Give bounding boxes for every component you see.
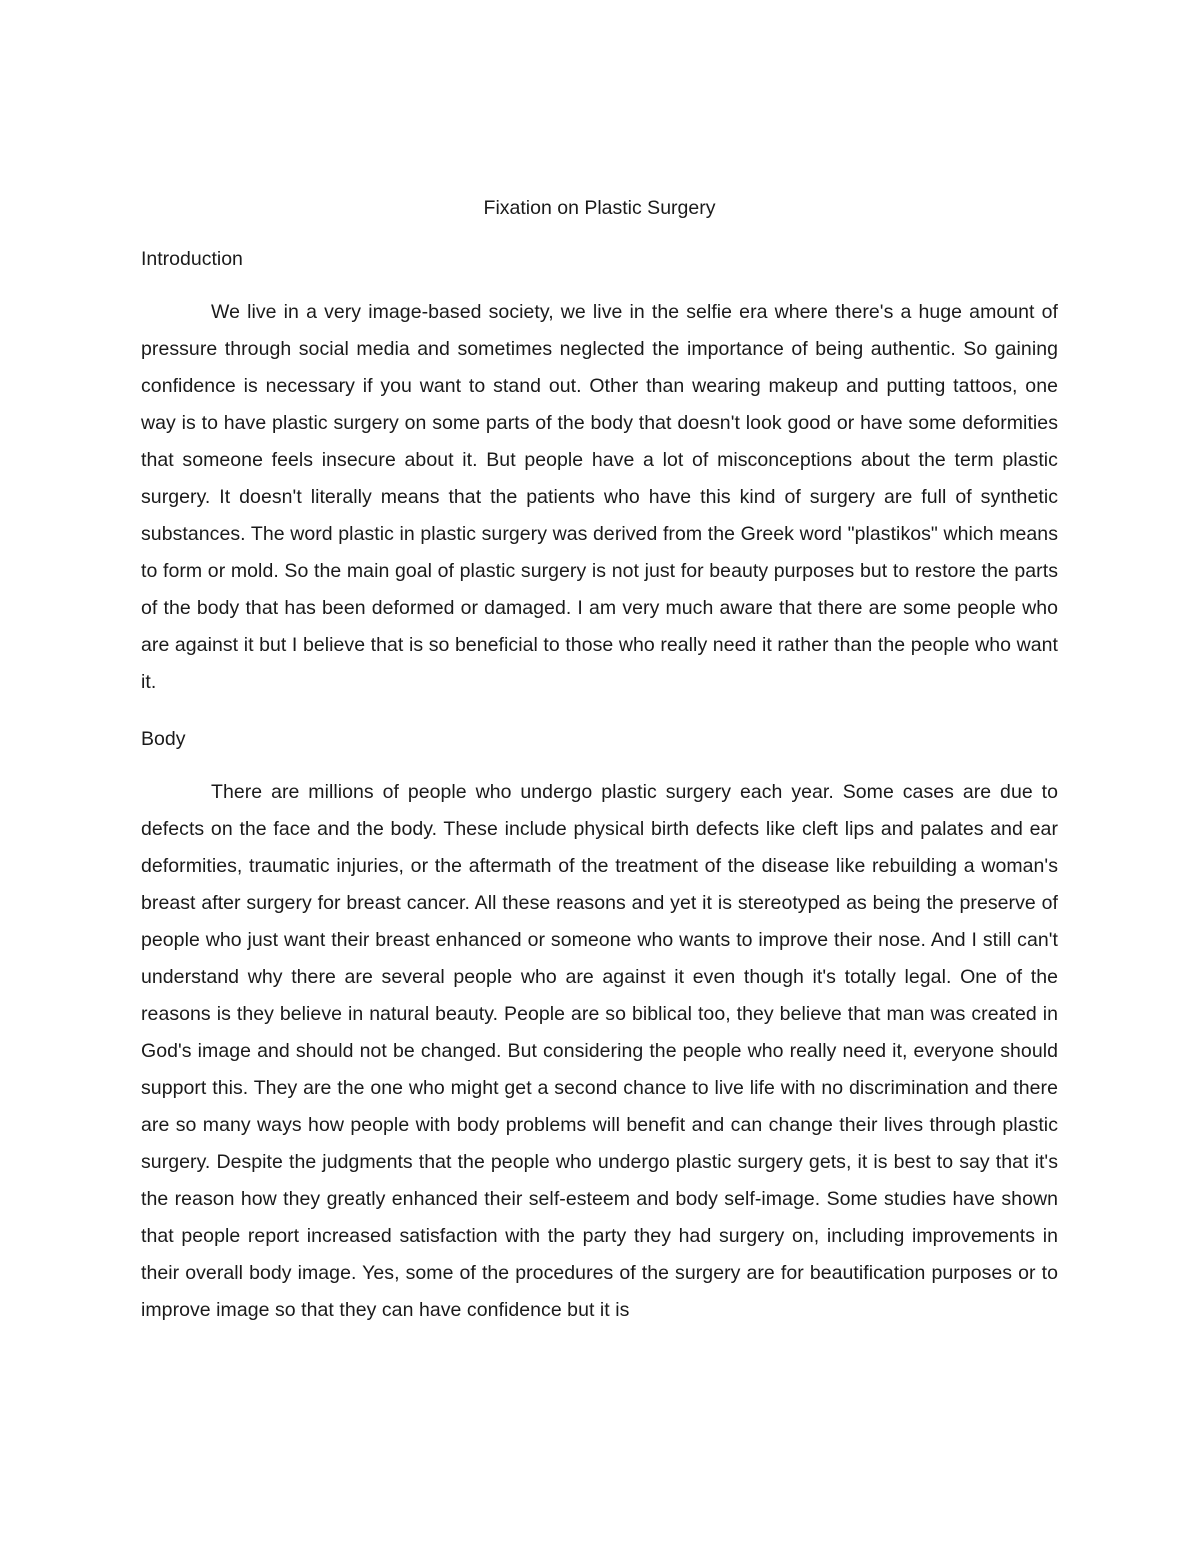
section-heading-body: Body (141, 728, 186, 750)
document-content (141, 190, 1058, 1329)
body-paragraph: There are millions of people who undergo plastic surgery each year. Some cases are due to defects on the face and the body. These include physical birth defects like cleft lips and palates and ear deformities, traumatic injuries, or the aftermath of the treatment of the disease like rebuilding a woman's breast after surgery for breast cancer. All these reasons and yet it is stereotyped as being the preserve of people who just want their breast enhanced or someone who wants to improve their nose. And I still can't understand why there are several people who are against it even though it's totally legal. One of the reasons is they believe in natural beauty. People are so biblical too, they believe that man was created in God's image and should not be changed. But considering the people who really need it, everyone should support this. They are the one who might get a second chance to live life with no discrimination and there are so many ways how people with body problems will benefit and can change their lives through plastic surgery. Despite the judgments that the people who undergo plastic surgery gets, it is best to say that it's the reason how they greatly enhanced their self-esteem and body self-image. Some studies have shown that people report increased satisfaction with the party they had surgery on, including improvements in their overall body image. Yes, some of the procedures of the surgery are for beautification purposes or to improve image so that they can have confidence but it is (141, 781, 1058, 1321)
introduction-paragraph: We live in a very image-based society, we live in the selfie era where there's a huge amount of pressure through social media and sometimes neglected the importance of being authentic. So gaining confidence is necessary if you want to stand out. Other than wearing makeup and putting tattoos, one way is to have plastic surgery on some parts of the body that doesn't look good or have some deformities that someone feels insecure about it. But people have a lot of misconceptions about the term plastic surgery. It doesn't literally means that the patients who have this kind of surgery are full of synthetic substances. The word plastic in plastic surgery was derived from the Greek word "plastikos" which means to form or mold. So the main goal of plastic surgery is not just for beauty purposes but to restore the parts of the body that has been deformed or damaged. I am very much aware that there are some people who are against it but I believe that is so beneficial to those who really need it rather than the people who want it. (141, 301, 1058, 693)
document-title: Fixation on Plastic Surgery (483, 197, 716, 219)
section-heading-introduction: Introduction (141, 248, 243, 270)
